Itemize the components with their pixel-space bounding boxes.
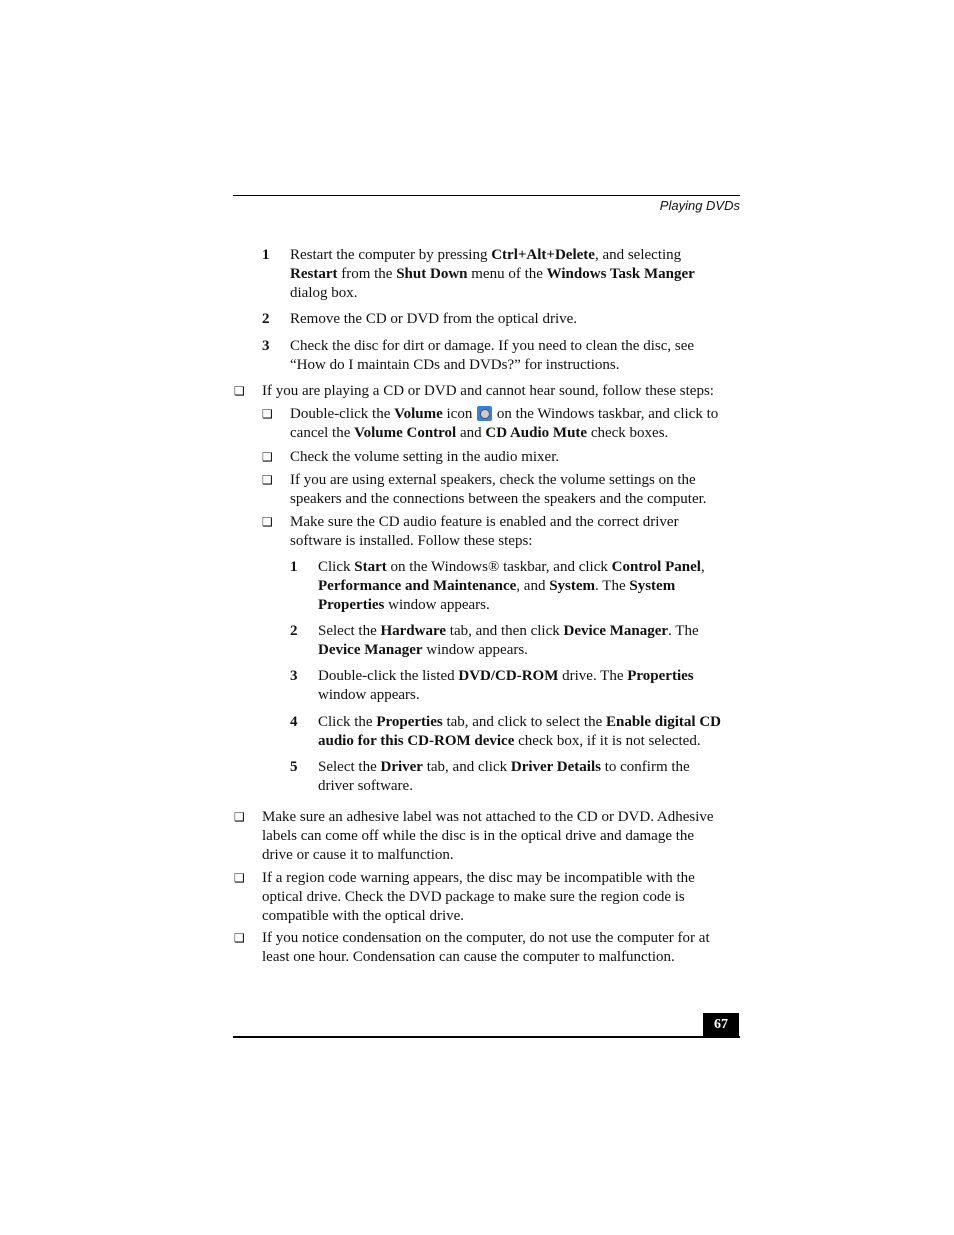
step-number: 5 xyxy=(290,759,298,775)
bold-term: Hardware xyxy=(380,623,447,639)
bold-term: Device Manager xyxy=(563,623,669,639)
text-run: If you notice condensation on the computer, do not use the computer for at least one hour. Condensation can cause the computer to malfunction. xyxy=(262,930,710,965)
text-run: . The xyxy=(668,623,699,639)
text-run: Restart the computer by pressing xyxy=(290,247,492,263)
text-run: on the Windows® taskbar, and click xyxy=(386,559,612,575)
volume-icon xyxy=(477,406,492,421)
bold-term: Device Manager xyxy=(318,642,423,658)
text-run: , and selecting xyxy=(594,247,682,263)
step-number: 3 xyxy=(290,668,298,684)
header-rule xyxy=(233,195,740,196)
text-run: Check the disc for dirt or damage. If you need to clean the disc, see “How do I maintain CDs and DVDs?” for instructions. xyxy=(290,338,695,373)
text-run: If a region code warning appears, the disc may be incompatible with the optical drive. Check the DVD package to make sure the region code is compatible with the optical drive. xyxy=(262,870,695,924)
text-run: from the xyxy=(337,266,397,282)
text-run: Select the xyxy=(318,759,381,775)
text-run: window appears. xyxy=(384,597,490,613)
list-item xyxy=(290,471,707,509)
text-run: window appears. xyxy=(318,687,420,703)
bold-term: Volume xyxy=(394,406,443,422)
text-run: menu of the xyxy=(467,266,547,282)
text-run: tab, and click to select the xyxy=(442,714,606,730)
text-run: and xyxy=(456,425,486,441)
text-run: tab, and then click xyxy=(446,623,564,639)
bold-term: CD Audio Mute xyxy=(485,425,588,441)
section-title: Playing DVDs xyxy=(659,198,740,213)
footer-rule xyxy=(233,1036,740,1038)
text-run: If you are playing a CD or DVD and cannot hear sound, follow these steps: xyxy=(262,383,714,399)
text-run: If you are using external speakers, check the volume settings on the speakers and the connections between the speakers and the computer. xyxy=(290,472,707,507)
text-run: drive. The xyxy=(558,668,628,684)
list-item xyxy=(318,713,721,751)
bold-term: Properties xyxy=(376,714,443,730)
text-run: window appears. xyxy=(422,642,528,658)
text-run: Double-click the listed xyxy=(318,668,459,684)
list-item xyxy=(318,667,694,705)
step-number: 1 xyxy=(290,559,298,575)
bold-term: Enable digital CD audio for this CD-ROM device xyxy=(318,714,722,749)
list-item xyxy=(318,622,699,660)
checkbox-bullet: ❑ xyxy=(262,473,273,487)
page-number: 67 xyxy=(703,1013,739,1036)
text-run: tab, and click xyxy=(422,759,511,775)
text-run: . The xyxy=(595,578,630,594)
text-run: Check the volume setting in the audio mixer. xyxy=(290,449,560,465)
bold-term: Driver xyxy=(380,759,423,775)
step-number: 1 xyxy=(262,247,270,263)
list-item xyxy=(290,448,559,467)
bold-term: Performance and Maintenance xyxy=(318,578,517,594)
bold-term: Driver Details xyxy=(510,759,601,775)
list-item xyxy=(262,929,710,967)
list-item xyxy=(318,558,705,615)
checkbox-bullet: ❑ xyxy=(262,515,273,529)
bold-term: Volume Control xyxy=(354,425,457,441)
text-run: on the Windows taskbar, and click to cancel the xyxy=(290,406,719,441)
step-number: 2 xyxy=(290,623,298,639)
list-item xyxy=(290,337,694,375)
text-run: dialog box. xyxy=(290,285,358,301)
checkbox-bullet: ❑ xyxy=(234,871,245,885)
text-run: icon xyxy=(442,406,477,422)
text-run: Make sure the CD audio feature is enabled and the correct driver software is installed. Follow these steps: xyxy=(290,514,679,549)
list-item xyxy=(262,808,714,865)
bold-term: Shut Down xyxy=(396,266,468,282)
list-item xyxy=(262,382,714,401)
text-run: Click the xyxy=(318,714,377,730)
checkbox-bullet: ❑ xyxy=(262,407,273,421)
bold-term: System xyxy=(549,578,596,594)
checkbox-bullet: ❑ xyxy=(234,384,245,398)
list-item xyxy=(290,513,679,551)
text-run: , xyxy=(700,559,705,575)
list-item xyxy=(290,405,718,443)
step-number: 2 xyxy=(262,311,270,327)
bold-term: Properties xyxy=(627,668,694,684)
text-run: , and xyxy=(516,578,550,594)
bold-term: Restart xyxy=(290,266,338,282)
step-number: 3 xyxy=(262,338,270,354)
step-number: 4 xyxy=(290,714,298,730)
bold-term: System xyxy=(629,578,676,594)
text-run: check box, if it is not selected. xyxy=(514,733,701,749)
checkbox-bullet: ❑ xyxy=(234,931,245,945)
text-run: Make sure an adhesive label was not attached to the CD or DVD. Adhesive labels can come off while the disc is in the optical drive and damage the drive or cause it to malfunction. xyxy=(262,809,714,863)
text-run: Remove the CD or DVD from the optical drive. xyxy=(290,311,578,327)
bold-term: Ctrl+Alt+Delete xyxy=(491,247,595,263)
text-run: Select the xyxy=(318,623,381,639)
bold-term: Control Panel xyxy=(611,559,701,575)
list-item xyxy=(290,310,577,329)
bold-term: Windows Task Manger xyxy=(546,266,695,282)
checkbox-bullet: ❑ xyxy=(262,450,273,464)
text-run: Click xyxy=(318,559,355,575)
bold-term: Start xyxy=(354,559,387,575)
list-item xyxy=(262,869,695,926)
text-run: Double-click the xyxy=(290,406,395,422)
list-item xyxy=(318,758,690,796)
checkbox-bullet: ❑ xyxy=(234,810,245,824)
bold-term: DVD/CD-ROM xyxy=(458,668,559,684)
text-run: check boxes. xyxy=(587,425,669,441)
bold-term: Properties xyxy=(318,597,385,613)
text-run: to confirm the driver software. xyxy=(318,759,690,794)
list-item xyxy=(290,246,695,303)
